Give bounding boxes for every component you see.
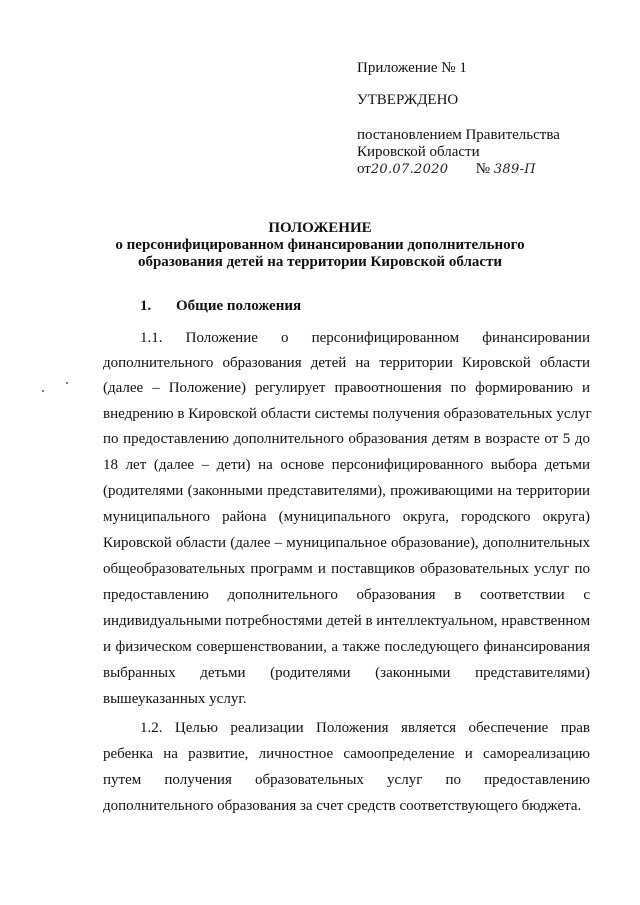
para1-line: муниципального района (муниципального округа, городского округа) (103, 509, 590, 525)
para2-line: 1.2. Целью реализации Положения является обеспечение прав (140, 720, 590, 736)
para1-line: по предоставлению дополнительного образования детям в возрасте от 5 до (103, 431, 590, 447)
para1-line: 1.1. Положение о персонифицированном финансировании (140, 330, 590, 346)
document-title: ПОЛОЖЕНИЕ (268, 220, 372, 236)
scan-speck (42, 390, 44, 392)
scan-speck (66, 382, 68, 384)
para1-line: внедрению в Кировской области системы получения образовательных услуг (103, 406, 592, 422)
para1-line: общеобразовательных программ и поставщиков образовательных услуг по (103, 561, 590, 577)
handwritten-number: 389-П (493, 162, 536, 177)
decree-date-line (357, 161, 536, 178)
decree-line-2: Кировской области (357, 144, 480, 160)
para1-line: дополнительного образования детей на территории Кировской области (103, 355, 590, 371)
para1-line: 18 лет (далее – дети) на основе персонифицированного выбора детьми (103, 457, 590, 473)
document-subtitle-line-1: о персонифицированном финансировании дополнительного (115, 237, 525, 253)
para2-line: путем получения образовательных услуг по предоставлению (103, 772, 590, 788)
approved-label: УТВЕРЖДЕНО (357, 92, 459, 108)
para1-line-last: вышеуказанных услуг. (103, 691, 247, 707)
para1-line: (родителями (законными представителями), проживающими на территории (103, 483, 590, 499)
number-prefix: № (475, 161, 491, 177)
para1-line: и физическом совершенствовании, а также последующего финансирования (103, 639, 590, 655)
handwritten-date: 20.07.2020 (370, 162, 449, 177)
section-title: Общие положения (176, 298, 302, 314)
document-subtitle-line-2: образования детей на территории Кировской области (137, 254, 503, 270)
para1-line: предоставлению дополнительного образования в соответствии с (103, 587, 590, 603)
para1-line: (далее – Положение) регулирует правоотношения по формированию и (103, 380, 590, 396)
para1-line: Кировской области (далее – муниципальное образование), дополнительных (103, 535, 590, 551)
para2-line: ребенка на развитие, личностное самоопределение и самореализацию (103, 746, 590, 762)
section-number: 1. (140, 298, 152, 314)
para2-line-last: дополнительного образования за счет средств соответствующего бюджета. (103, 798, 582, 814)
appendix-label: Приложение № 1 (357, 60, 467, 76)
para1-line: выбранных детьми (родителями (законными представителями) (103, 665, 590, 681)
para1-line: индивидуальными потребностями детей в интеллектуальном, нравственном (103, 613, 591, 629)
decree-line-1: постановлением Правительства (357, 127, 560, 143)
date-prefix: от (357, 161, 371, 177)
